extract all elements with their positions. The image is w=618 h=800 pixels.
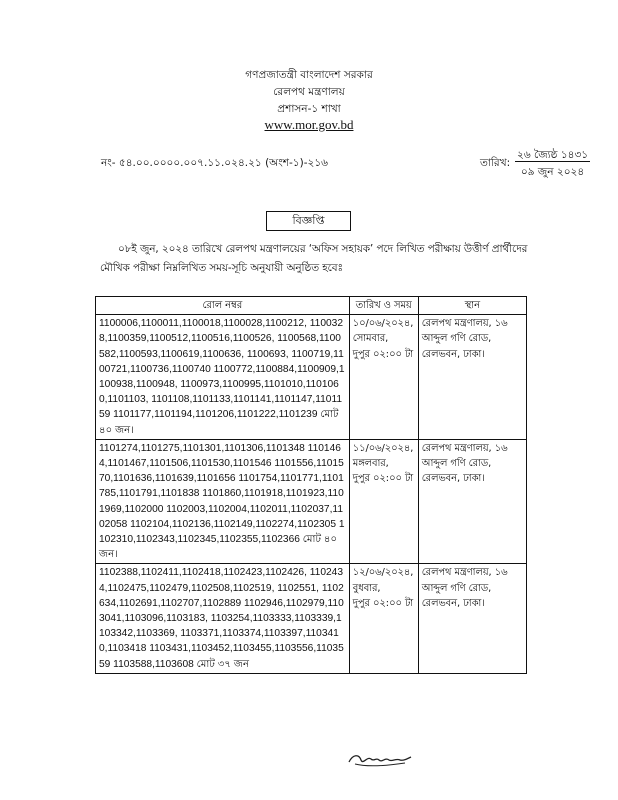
interview-day: মঙ্গলবার,	[352, 458, 389, 470]
date-time-cell	[349, 315, 418, 440]
table-row	[96, 439, 527, 564]
header-date-time: তারিখ ও সময়	[349, 297, 418, 315]
website-link[interactable]: www.mor.gov.bd	[264, 117, 354, 132]
interview-date: ১১/০৬/২০২৪,	[352, 442, 414, 454]
interview-day: বুধবার,	[352, 582, 381, 594]
venue-cell: রেলপথ মন্ত্রণালয়, ১৬ আব্দুল গণি রোড, রেলভবন, ঢাকা।	[418, 315, 526, 440]
notice-body: ০৮ই জুন, ২০২৪ তারিখে রেলপথ মন্ত্রণালয়ের ‘অফিস সহায়ক’ পদে লিখিত পরীক্ষায় উত্তীর্ণ প্রার্থীদের মৌখিক পরীক্ষা নিম্নলিখিত সময়-সূচি অনুযায়ী অনুষ্ঠিত হবেঃ	[100, 243, 528, 274]
interview-date: ১২/০৬/২০২৪,	[352, 567, 414, 579]
table-row	[96, 315, 527, 440]
venue-cell: রেলপথ মন্ত্রণালয়, ১৬ আব্দুল গণি রোড, রেলভবন, ঢাকা।	[418, 439, 526, 564]
table-header-row	[96, 297, 527, 315]
section-name: প্রশাসন-১ শাখা	[277, 103, 341, 115]
header-roll-number: রোল নম্বর	[96, 297, 350, 315]
interview-day: সোমবার,	[352, 333, 389, 345]
notice-title: বিজ্ঞপ্তি	[266, 211, 351, 231]
date-time-cell	[349, 564, 418, 673]
date-bangla: ২৬ জ্যৈষ্ঠ ১৪৩১	[517, 149, 589, 161]
table-row	[96, 564, 527, 673]
interview-date: ১০/০৬/২০২৪,	[352, 318, 414, 330]
date-gregorian: ০৯ জুন ২০২৪	[520, 166, 585, 178]
ministry-name: রেলপথ মন্ত্রণালয়	[273, 86, 345, 98]
date-time-cell	[349, 439, 418, 564]
roll-numbers-cell: 1100006,1100011,1100018,1100028,1100212, 1100328,1100359,1100512,1100516,1100526, 1100568,1100582,1100593,1100619,1100636, 1100693, 1100719,1100721,1100736,1100740 1100772,1100884,1100909,1100938,1100948, 1100973,1100995,1101010,1101060,1101103, 1101108,1101133,1101141,1101147,1101159 1101177,1101194,1101206,1101222,1101239 মোট ৪০ জন।	[96, 315, 350, 440]
schedule-table	[95, 296, 527, 674]
reference-number: নং- ৫৪.০০.০০০০.০০৭.১১.০২৪.২১ (অংশ-১)-২১৬	[101, 157, 328, 169]
signature-scribble	[345, 748, 415, 770]
date-label: তারিখ:	[480, 157, 511, 169]
roll-numbers-cell: 1102388,1102411,1102418,1102423,1102426, 1102434,1102475,1102479,1102508,1102519, 1102551, 1102634,1102691,1102707,1102889 1102946,1102979,1103041,1103096,1103183, 1103254,1103333,1103339,1103342,1103369, 1103371,1103374,1103397,1103410,1103418 1103431,1103452,1103455,1103556,1103559 1103588,1103608 মোট ৩৭ জন	[96, 564, 350, 673]
venue-cell: রেলপথ মন্ত্রণালয়, ১৬ আব্দুল গণি রোড, রেলভবন, ঢাকা।	[418, 564, 526, 673]
header-venue: স্থান	[418, 297, 526, 315]
date-block	[515, 147, 590, 181]
roll-numbers-cell: 1101274,1101275,1101301,1101306,1101348 1101464,1101467,1101506,1101530,1101546 1101556,1101570,1101636,1101639,1101656 1101754,1101771,1101785,1101791,1101838 1101860,1101918,1101923,1101969,1102000 1102003,1102004,1102011,1102037,1102058 1102104,1102136,1102149,1102274,1102305 1102310,1102343,1102345,1102355,1102366 মোট ৪০ জন।	[96, 439, 350, 564]
interview-time: দুপুর ০২:০০ টা	[352, 597, 414, 609]
interview-time: দুপুর ০২:০০ টা	[352, 348, 414, 360]
interview-time: দুপুর ০২:০০ টা	[352, 473, 414, 485]
govt-name: গণপ্রজাতন্ত্রী বাংলাদেশ সরকার	[245, 69, 373, 81]
